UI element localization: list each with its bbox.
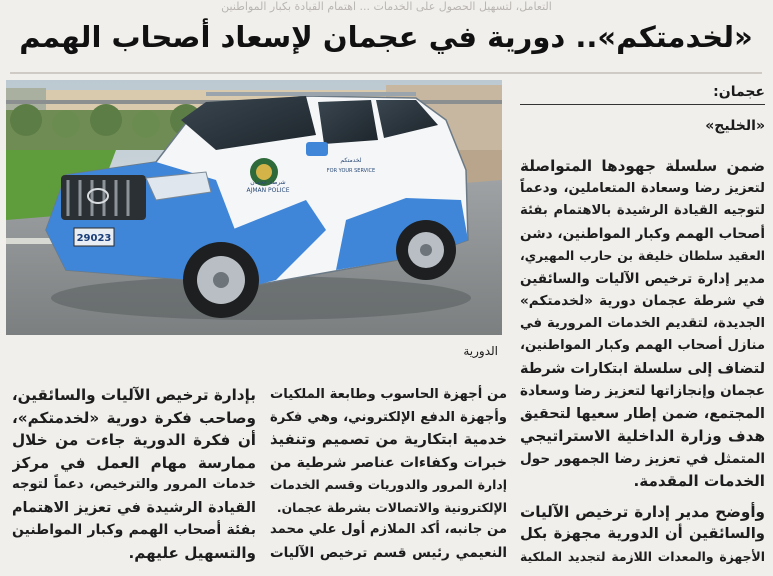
paragraph-line: مدير إدارة ترخيص الآليات والسائقين [520,270,765,287]
paragraph-line: بفئة أصحاب الهمم وكبار المواطنين [12,522,256,538]
paragraph-line: المجتمع، ضمن إطار سعيها لتحقيق [520,405,765,422]
license-plate: 29023 [76,233,112,244]
vehicle-illustration [6,80,502,335]
headline: «لخدمتكم».. دورية في عجمان لإسعاد أصحاب الهمم [19,20,753,54]
paragraph-line: الجديدة، لتقديم الخدمات المرورية في [520,315,765,331]
paragraph-line: من أجهزة الحاسوب وطابعة الملكيات [270,387,507,402]
paragraph-line: أصحاب الهمم وكبار المواطنين، دشن [520,225,765,242]
paragraph-line: ممارسة مهام العمل في مركز [12,453,256,472]
paragraph-line: خدمات المرور والترخيص، دعماً لتوجه [12,477,256,492]
paragraph-line: عجمان وإنجازاتها لتعزيز رضا وسعادة [520,383,765,399]
article-column-2 [270,384,507,576]
paragraph-line: النعيمي رئيس قسم ترخيص الآليات [270,544,507,561]
door-label: AJMAN POLICE [246,187,290,194]
door-slogan-ar: لخدمتكم [340,157,362,164]
paragraph-line: منازل أصحاب الهمم وكبار المواطنين، [520,338,765,353]
paragraph-line: القيادة الرشيدة في تعزيز الاهتمام [12,499,256,516]
paragraph-line: بإدارة ترخيص الآليات والسائقين، [12,386,256,404]
headline-divider [10,72,762,74]
dateline: عجمان: [713,84,765,100]
bleed-through-text: التعامل، لتسهيل الحصول على الخدمات ... اهتمام القيادة بكبار المواطنين [221,0,552,13]
paragraph-line: لتوجيه القيادة الرشيدة بالاهتمام بفئة [520,203,765,218]
paragraph-line: والتسهيل عليهم. [128,543,256,562]
article-column-3 [12,384,256,576]
paragraph-line: لتعزيز رضا وسعادة المتعاملين، ودعماً [520,180,765,196]
paragraph-line: والسائقين أن الدورية مجهزة بكل [520,525,765,542]
photo-caption: الدورية [463,344,498,358]
paragraph-line: وصاحب فكرة دورية «لخدمتكم»، [12,408,256,427]
paragraph-line: إدارة المرور والدوريات وقسم الخدمات [270,477,507,492]
paragraph-line: خبرات وكفاءات عناصر شرطية من [270,454,507,471]
paragraph-line: الأجهزة والمعدات اللازمة لتجديد الملكية [520,548,765,564]
paragraph-line: الخدمات المقدمة. [633,472,765,490]
paragraph-line: المتمثل في تعزيز رضا الجمهور حول [520,450,765,467]
dateline-rule [520,104,765,105]
door-label-ar: شرطة عجمان [250,179,286,186]
patrol-vehicle-photo [6,80,502,335]
paragraph-line: وأوضح مدير إدارة ترخيص الآليات [520,502,765,521]
dateline-block [520,80,765,134]
paragraph-line: من جانبه، أكد الملازم أول علي محمد [270,522,507,537]
paragraph-line: وأجهزة الدفع الإلكتروني، وهي فكرة [270,409,507,425]
paragraph-line: العقيد سلطان خليفة بن حارب المهيري، [520,248,765,263]
paragraph-line: ضمن سلسلة جهودها المتواصلة [520,157,765,175]
paragraph-line: خدمية ابتكارية من تصميم وتنفيذ [270,431,507,448]
paragraph-line: أن فكرة الدورية جاءت من خلال [12,431,256,449]
door-slogan: FOR YOUR SERVICE [326,168,376,174]
source-credit: «الخليج» [705,118,765,134]
paragraph-line: هدف وزارة الداخلية الاستراتيجي [520,427,765,445]
paragraph-line: في شرطة عجمان دورية «لخدمتكم» [520,293,765,309]
paragraph-line: لتضاف إلى سلسلة ابتكارات شرطة [520,360,765,377]
article-column-1 [520,155,765,576]
paragraph-line: الإلكترونية والاتصالات بشرطة عجمان. [276,499,507,515]
